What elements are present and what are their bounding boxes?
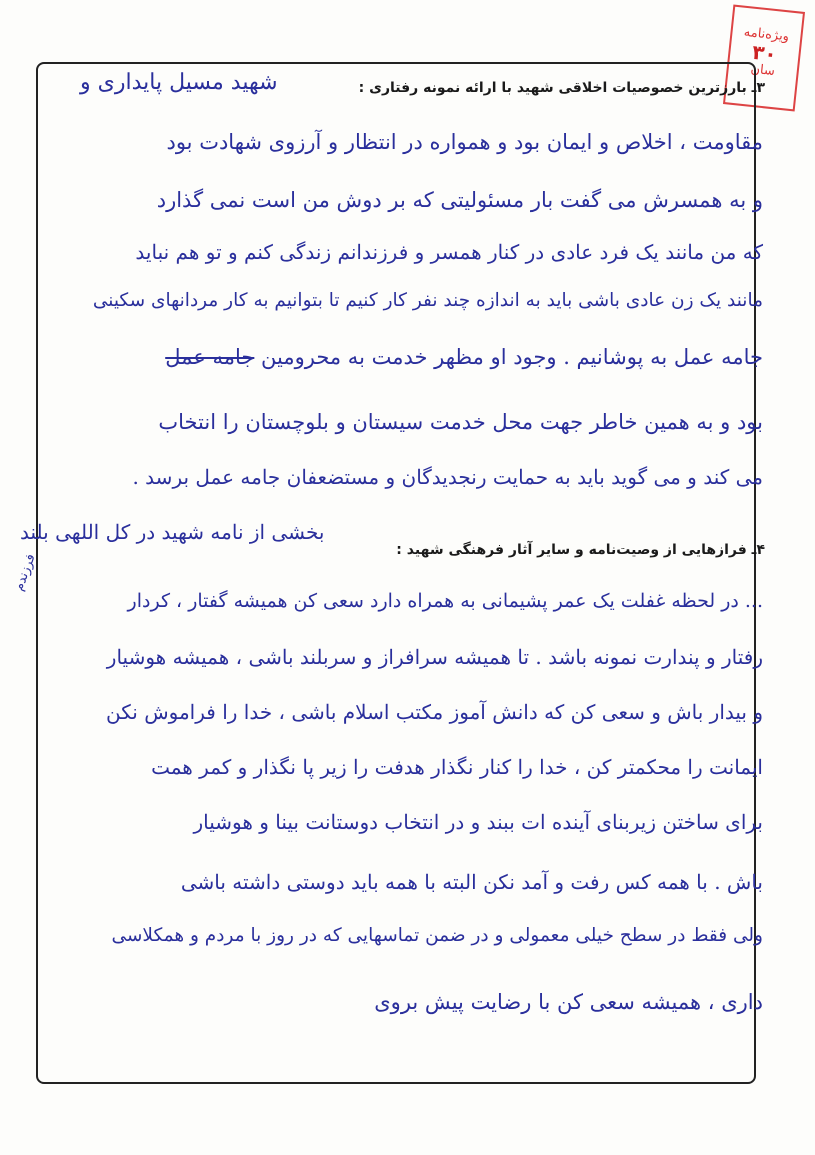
section3-line-3: که من مانند یک فرد عادی در کنار همسر و فرزندانم زندگی کنم و تو هم نباید bbox=[135, 240, 763, 264]
section4-heading-answer: بخشی از نامه شهید در کل اللهی بلند bbox=[20, 520, 325, 544]
section4-heading: ۴ـ فرازهایی از وصیت‌نامه و سایر آثار فرهنگی شهید : bbox=[396, 542, 765, 558]
section3-heading: ۳ـ بارزترین خصوصیات اخلاقی شهید با ارائه نمونه رفتاری : bbox=[358, 80, 765, 96]
section4-line-8: داری ، همیشه سعی کن با رضایت پیش بروی bbox=[374, 990, 763, 1014]
section3-line-5-text: جامه عمل به پوشانیم . وجود او مظهر خدمت به محرومین bbox=[261, 345, 763, 369]
section3-heading-answer: شهید مسیل پایداری و bbox=[80, 70, 278, 95]
section3-line-5 bbox=[165, 345, 763, 369]
section3-line-7: می کند و می گوید باید به حمایت رنجدیدگان و مستضعفان جامه عمل برسد . bbox=[132, 465, 763, 489]
section3-line-6: بود و به همین خاطر جهت محل خدمت سیستان و بلوچستان را انتخاب bbox=[158, 410, 763, 434]
section4-line-5: برای ساختن زیربنای آینده ات ببند و در انتخاب دوستانت بینا و هوشیار bbox=[193, 810, 763, 834]
stamp-line-1: ویژه‌نامه bbox=[743, 24, 790, 45]
stamp-number: ۳۰ bbox=[751, 39, 778, 67]
section4-line-7: ولی فقط در سطح خیلی معمولی و در ضمن تماسهایی که در روز با مردم و همکلاسی bbox=[111, 925, 763, 946]
section4-line-1: ... در لحظه غفلت یک عمر پشیمانی به همراه دارد سعی کن همیشه گفتار ، کردار bbox=[127, 590, 763, 612]
section3-line-2: و به همسرش می گفت بار مسئولیتی که بر دوش من است نمی گذارد bbox=[156, 188, 763, 212]
section4-line-2: رفتار و پندارت نمونه باشد . تا همیشه سرافراز و سربلند باشی ، همیشه هوشیار bbox=[106, 645, 763, 669]
section4-line-3: و بیدار باش و سعی کن که دانش آموز مکتب اسلام باشی ، خدا را فراموش نکن bbox=[106, 700, 763, 724]
section3-line-1: مقاومت ، اخلاص و ایمان بود و همواره در انتظار و آرزوی شهادت بود bbox=[166, 130, 763, 154]
margin-note: فرزندم bbox=[11, 552, 39, 593]
section3-line-4: مانند یک زن عادی باشی باید به اندازه چند نفر کار کنیم تا بتوانیم به کار مردانهای سکینی bbox=[92, 290, 763, 311]
section4-line-4: ایمانت را محکمتر کن ، خدا را کنار نگذار هدفت را زیر پا نگذار و کمر همت bbox=[151, 755, 763, 779]
stamp-line-2: سان bbox=[749, 61, 776, 80]
section4-line-6: باش . با همه کس رفت و آمد نکن البته با همه باید دوستی داشته باشی bbox=[180, 870, 763, 894]
section3-struck-word: جامه عمل bbox=[165, 345, 255, 369]
